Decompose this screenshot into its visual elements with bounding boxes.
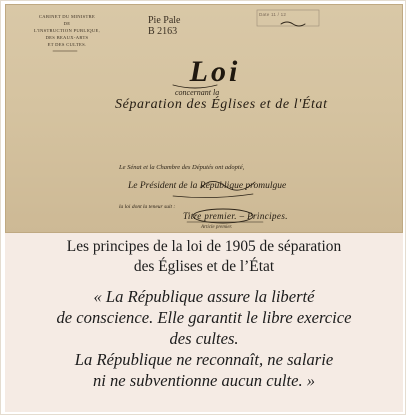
president-line: Le Président de la République promulgue [128,181,287,191]
teneur-line: la loi dont la teneur suit : [119,204,176,210]
caption [5,237,403,277]
quote-line: de conscience. Elle garantit le libre exercice [56,308,352,327]
senate-line: Le Sénat et la Chambre des Députés ont adopté, [119,164,245,171]
serie-number: B 2163 [148,26,178,37]
article-line: Article premier. [201,225,233,230]
ministry-header-line: ET DES CULTES. [47,42,87,47]
caption-line: des Églises et de l’État [133,258,275,275]
document-subtitle-small: concernant la [175,88,220,97]
president-flourish [173,194,253,198]
quote-line: des cultes. [169,329,239,348]
ministry-header-line: DE [63,21,71,26]
archive-stamp: Date 11 / 12 [259,12,287,17]
caption-line: Les principes de la loi de 1905 de séparation [66,238,342,255]
caption-panel [5,233,403,412]
quote-line: « La République assure la liberté [93,287,315,306]
document-subtitle-main: Séparation des Églises et de l'État [115,97,328,112]
ministry-header [27,13,107,48]
ministry-header-line: CABINET DU MINISTRE [38,14,96,19]
law-document-image [5,4,403,233]
serie-label: Pie Pale [148,15,181,26]
serie-reference [148,15,181,37]
quote [5,286,403,391]
document-title: Loi [189,55,241,88]
quote-line: ni ne subventionne aucun culte. » [92,371,316,390]
ministry-header-line: L'INSTRUCTION PUBLIQUE, [33,28,101,33]
ministry-header-line: DES BEAUX-ARTS [45,35,89,40]
titre-line: Titre premier. – Principes. [183,211,288,221]
quote-line: La République ne reconnaît, ne salarie [74,350,334,369]
